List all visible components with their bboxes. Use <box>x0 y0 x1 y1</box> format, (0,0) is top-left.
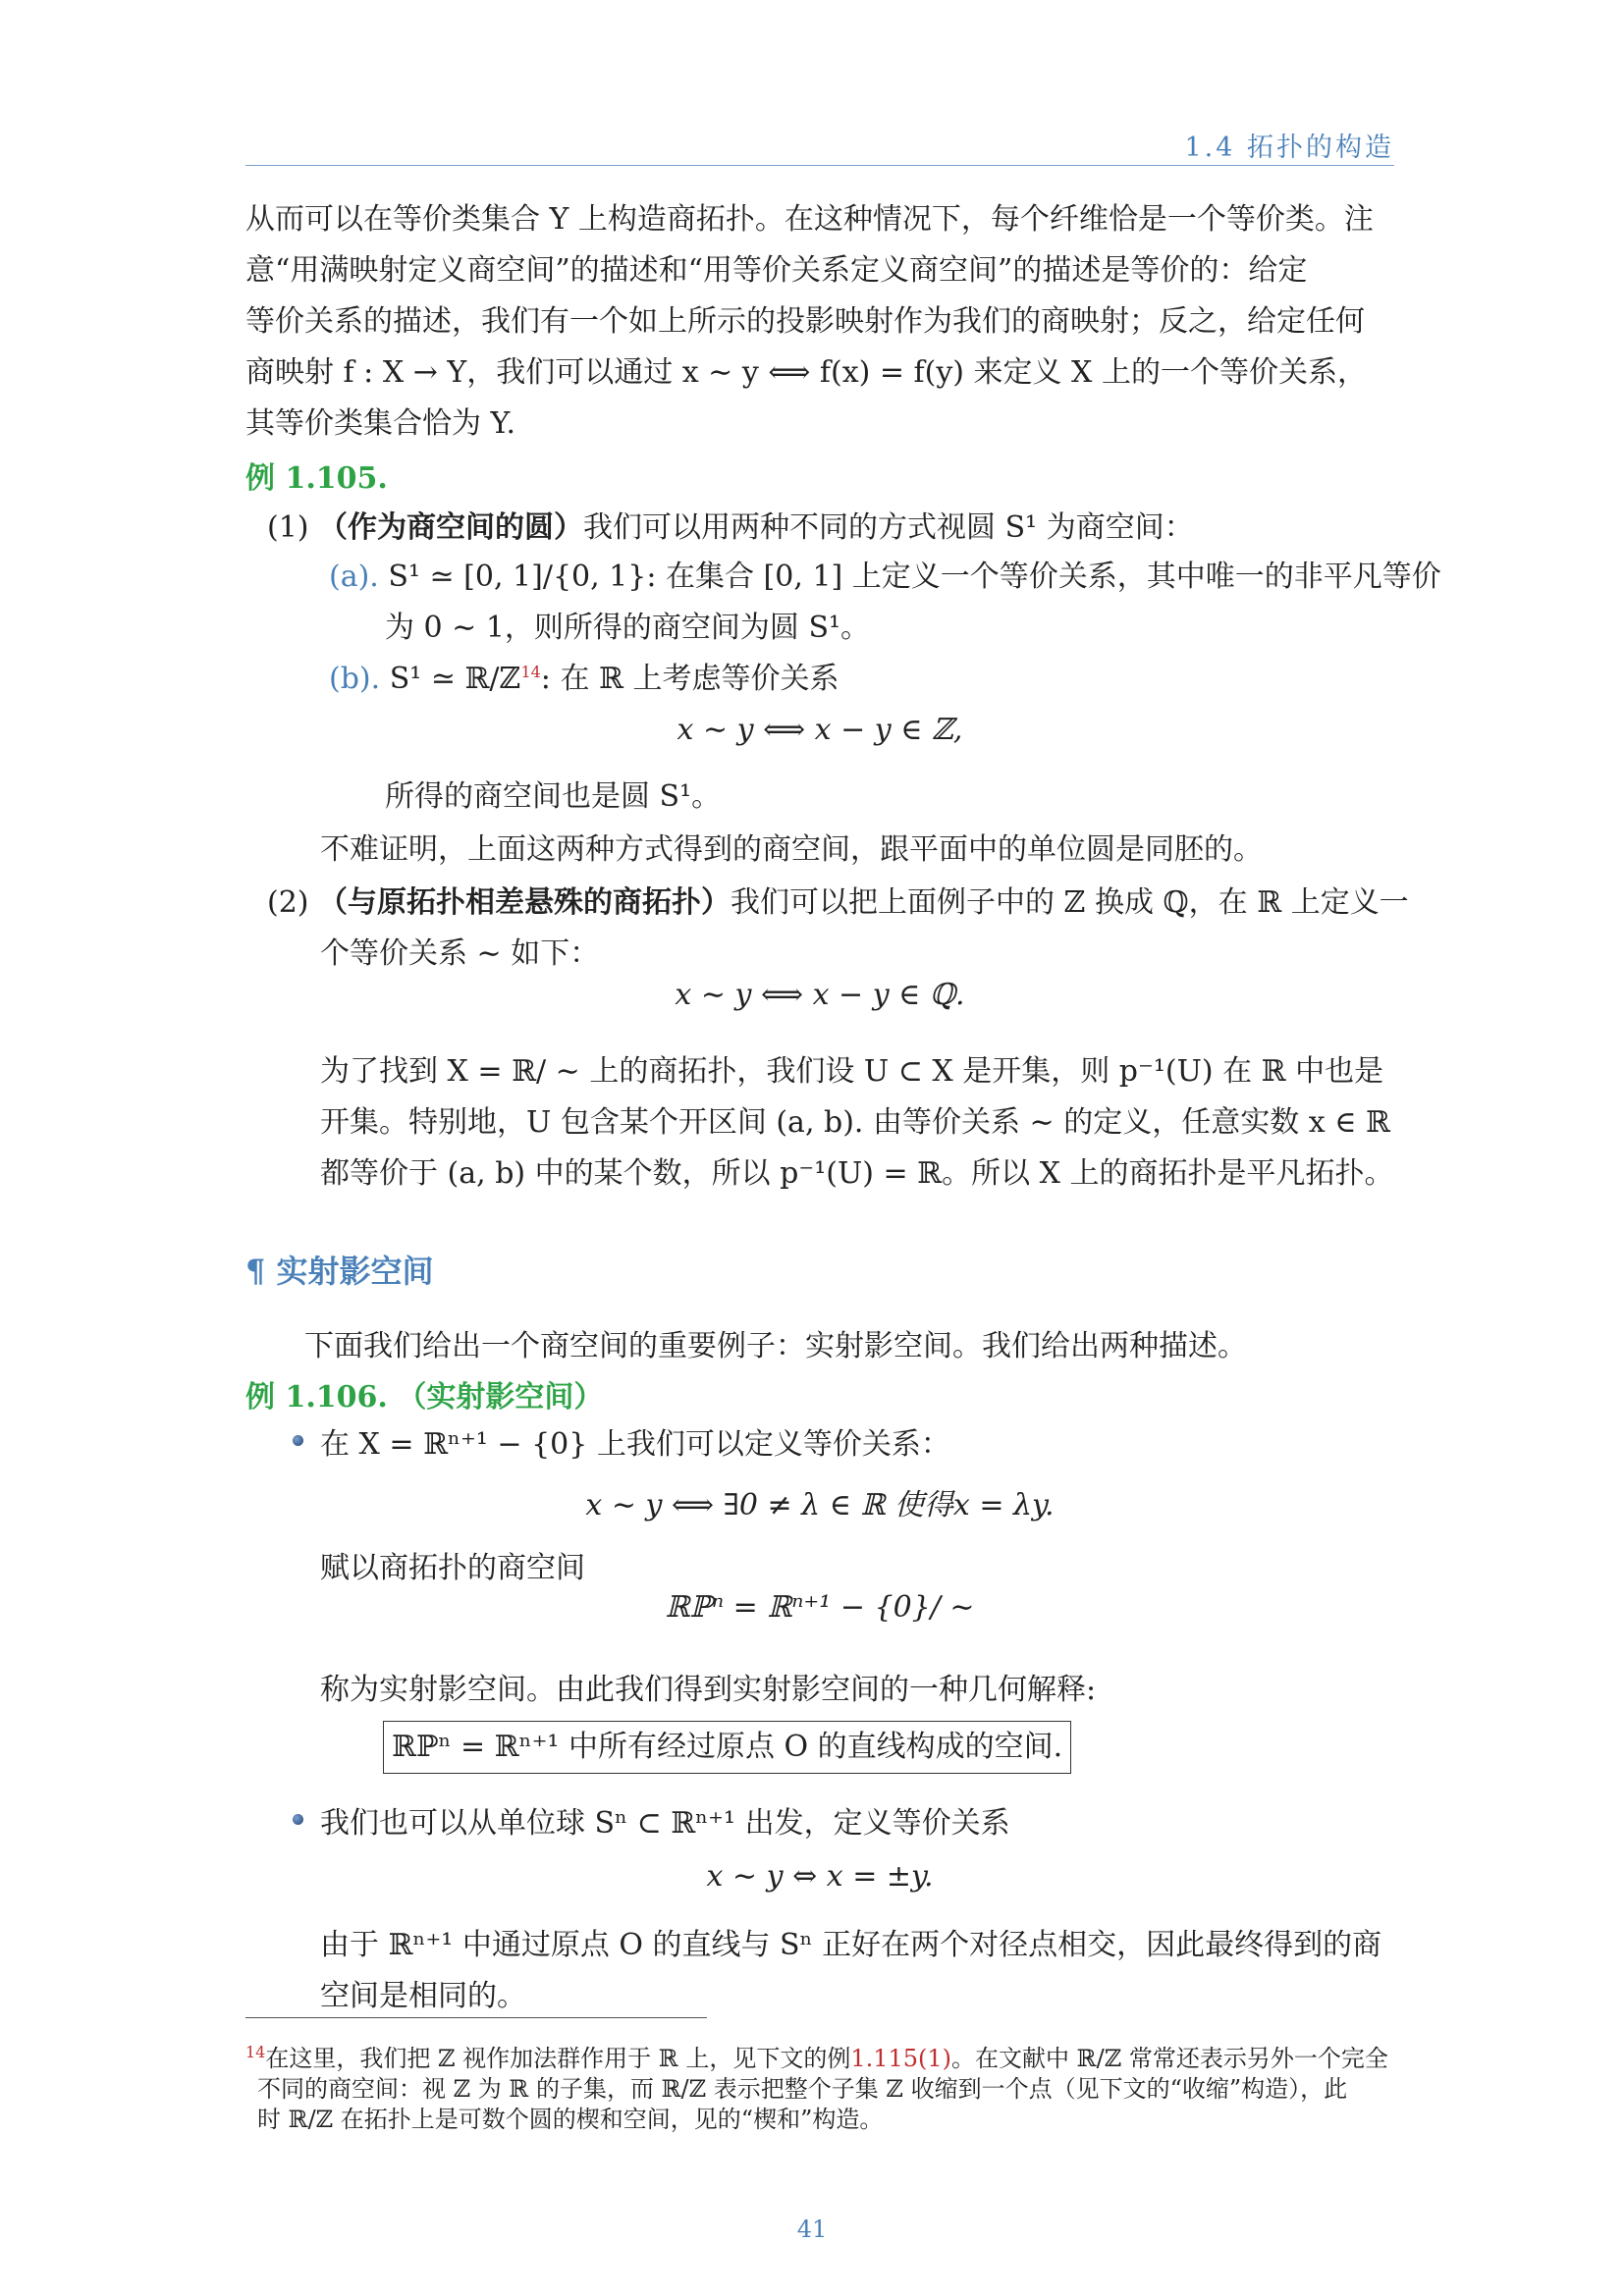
item-b <box>329 654 839 697</box>
intro-line-5: 其等价类集合恰为 Y. <box>245 406 516 441</box>
equation-lambda: x ∼ y ⟺ ∃0 ≠ λ ∈ ℝ 使得x = λy. <box>585 1488 1055 1522</box>
item-2-para-1: 为了找到 X = ℝ/ ∼ 上的商拓扑，我们设 U ⊂ X 是开集，则 p⁻¹(U) 在 ℝ 中也是 <box>320 1054 1384 1089</box>
item-2-para-2: 开集。特别地，U 包含某个开区间 (a, b). 由等价关系 ∼ 的定义，任意实数 x ∈ ℝ <box>320 1105 1390 1140</box>
item-b-text-post: : 在 ℝ 上考虑等价关系 <box>540 662 839 696</box>
equation-q: x ∼ y ⟺ x − y ∈ ℚ. <box>675 978 965 1012</box>
item-a <box>329 552 1441 595</box>
footnote-line-1-post: 。在文献中 ℝ/ℤ 常常还表示另外一个完全 <box>951 2045 1388 2072</box>
footnote-rule <box>245 2017 707 2018</box>
bullet-1-after-2: 称为实射影空间。由此我们得到实射影空间的一种几何解释: <box>320 1673 1097 1707</box>
header-rule <box>245 165 1394 166</box>
item-b-after: 所得的商空间也是圆 S¹。 <box>385 779 722 814</box>
bullet-1-text: 在 X = ℝⁿ⁺¹ − {0} 上我们可以定义等价关系： <box>320 1427 950 1462</box>
footnote-mark: 14 <box>245 2043 266 2061</box>
item-2-title: （与原拓扑相差悬殊的商拓扑） <box>318 885 731 920</box>
bullet-2-after-2: 空间是相同的。 <box>320 1979 526 2013</box>
item-2-line-2: 个等价关系 ∼ 如下： <box>320 936 600 971</box>
item-1 <box>267 503 1194 546</box>
page-number: 41 <box>796 2216 828 2243</box>
example-1-105-label: 例 1.105. <box>245 461 388 496</box>
equation-z: x ∼ y ⟺ x − y ∈ ℤ, <box>677 713 963 747</box>
boxed-definition: ℝℙⁿ = ℝⁿ⁺¹ 中所有经过原点 O 的直线构成的空间. <box>383 1721 1071 1774</box>
footnote-line-2: 不同的商空间：视 ℤ 为 ℝ 的子集，而 ℝ/ℤ 表示把整个子集 ℤ 收缩到一个点（见下文的“收缩”构造），此 <box>257 2075 1348 2103</box>
item-b-label: (b). <box>329 662 381 696</box>
item-1-text: 我们可以用两种不同的方式视圆 S¹ 为商空间： <box>583 510 1194 545</box>
intro-line-2: 意“用满映射定义商空间”的描述和“用等价关系定义商空间”的描述是等价的：给定 <box>245 253 1308 288</box>
footnote-line-1 <box>245 2037 1399 2074</box>
section-heading-real-projective-space: ¶ 实射影空间 <box>245 1253 434 1290</box>
item-b-text-pre: S¹ ≃ ℝ/ℤ <box>389 662 521 696</box>
footnote-cross-ref-link[interactable]: 1.115(1) <box>850 2045 952 2072</box>
running-header: 1.4 拓扑的构造 <box>1184 133 1394 163</box>
rp-intro: 下面我们给出一个商空间的重要例子：实射影空间。我们给出两种描述。 <box>304 1329 1247 1363</box>
item-2-para-3: 都等价于 (a, b) 中的某个数，所以 p⁻¹(U) = ℝ。所以 X 上的商拓扑是平凡拓扑。 <box>320 1156 1394 1191</box>
bullet-icon <box>293 1435 303 1446</box>
footnote-ref-14[interactable]: 14 <box>520 663 541 681</box>
intro-line-1: 从而可以在等价类集合 Y 上构造商拓扑。在这种情况下，每个纤维恰是一个等价类。注 <box>245 202 1374 237</box>
item-1-number: (1) <box>267 510 309 545</box>
item-a-line-1: S¹ ≃ [0, 1]/{0, 1}: 在集合 [0, 1] 上定义一个等价关系，其中唯一的非平凡等价 <box>388 560 1441 594</box>
intro-line-4: 商映射 f : X → Y，我们可以通过 x ∼ y ⟺ f(x) = f(y) 来定义 X 上的一个等价关系， <box>245 355 1367 390</box>
item-2-number: (2) <box>267 885 309 920</box>
bullet-2-after-1: 由于 ℝⁿ⁺¹ 中通过原点 O 的直线与 Sⁿ 正好在两个对径点相交，因此最终得到的商 <box>320 1928 1382 1962</box>
bullet-icon <box>293 1814 303 1825</box>
example-1-106-title: （实射影空间） <box>397 1380 604 1415</box>
item-2 <box>267 878 1409 921</box>
item-1-title: （作为商空间的圆） <box>318 510 584 545</box>
item-2-line-1: 我们可以把上面例子中的 ℤ 换成 ℚ，在 ℝ 上定义一 <box>731 885 1409 920</box>
homeomorphic-note: 不难证明，上面这两种方式得到的商空间，跟平面中的单位圆是同胚的。 <box>320 832 1263 867</box>
intro-line-3: 等价关系的描述，我们有一个如上所示的投影映射作为我们的商映射；反之，给定任何 <box>245 304 1365 339</box>
footnote-line-3: 时 ℝ/ℤ 在拓扑上是可数个圆的楔和空间，见的“楔和”构造。 <box>257 2106 884 2133</box>
item-a-line-2: 为 0 ∼ 1，则所得的商空间为圆 S¹。 <box>385 611 871 645</box>
equation-antipodal: x ∼ y ⇔ x = ±y. <box>706 1859 934 1894</box>
bullet-2-text: 我们也可以从单位球 Sⁿ ⊂ ℝⁿ⁺¹ 出发，定义等价关系 <box>320 1806 1010 1841</box>
bullet-1-after: 赋以商拓扑的商空间 <box>320 1551 585 1585</box>
footnote-14 <box>245 2037 1399 2135</box>
example-1-106 <box>245 1372 603 1415</box>
item-a-label: (a). <box>329 560 379 594</box>
equation-rpn: ℝℙⁿ = ℝⁿ⁺¹ − {0}/ ∼ <box>665 1590 975 1625</box>
footnote-line-1-pre: 在这里，我们把 ℤ 视作加法群作用于 ℝ 上，见下文的例 <box>265 2045 851 2072</box>
example-1-106-label: 例 1.106. <box>245 1380 388 1415</box>
